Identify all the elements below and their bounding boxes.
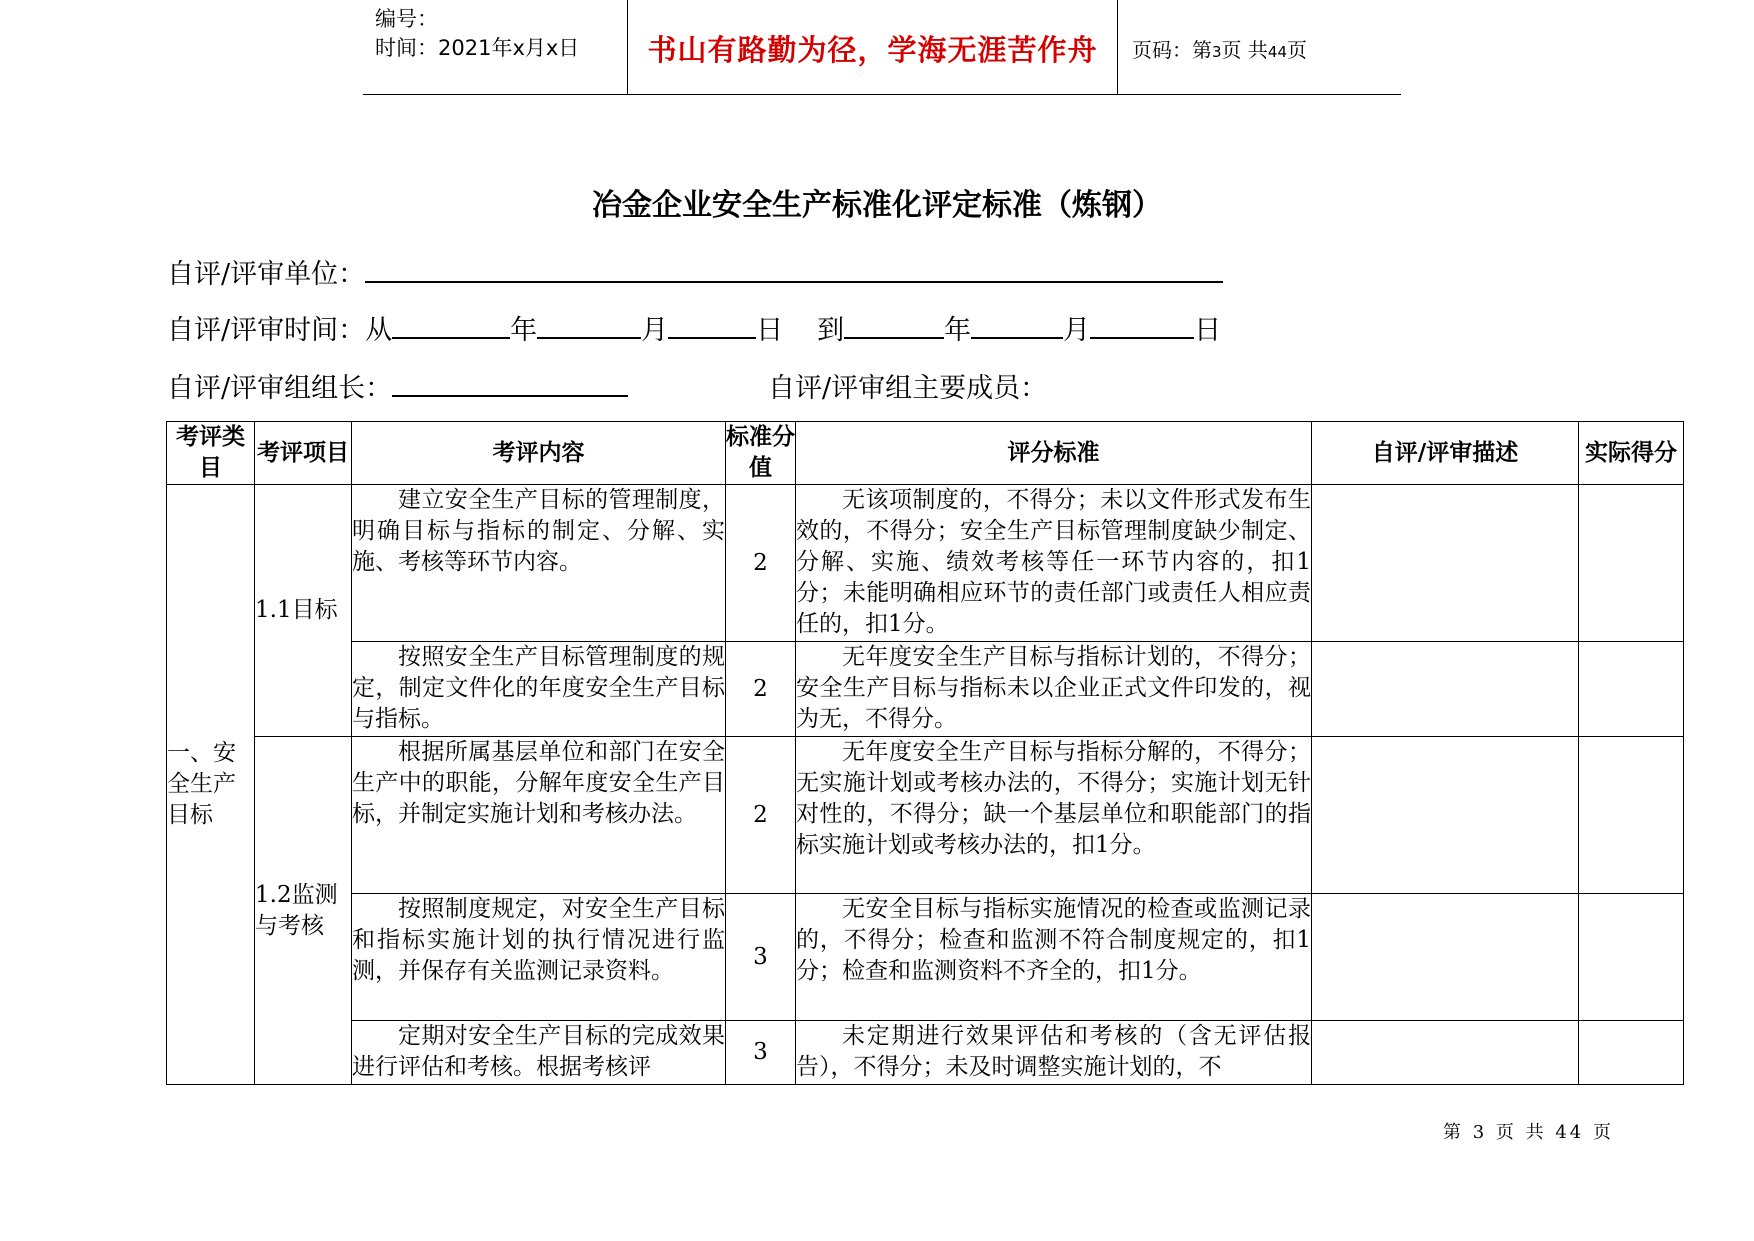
category-cell: 一、安全生产目标 (167, 485, 255, 1085)
to-month-blank[interactable] (971, 311, 1063, 339)
page-header (363, 0, 1401, 95)
item-cell-monitoring: 1.2监测与考核 (255, 737, 352, 1085)
description-cell[interactable] (1312, 1021, 1579, 1085)
header-motto-cell (628, 0, 1118, 94)
leader-row (167, 366, 628, 405)
from-month-blank[interactable] (537, 311, 641, 339)
header-description: 自评/评审描述 (1312, 422, 1579, 485)
header-item: 考评项目 (255, 422, 352, 485)
unit-row (167, 252, 1223, 291)
table-row (167, 1021, 1684, 1085)
score-cell: 3 (726, 1021, 796, 1085)
actual-score-cell[interactable] (1579, 485, 1684, 642)
from-day-label: 日 (756, 315, 784, 346)
page-current: 3 (1212, 43, 1222, 61)
table-row (167, 642, 1684, 737)
criteria-cell: 未定期进行效果评估和考核的（含无评估报告），不得分；未及时调整实施计划的，不 (796, 1021, 1312, 1085)
header-actual: 实际得分 (1579, 422, 1684, 485)
content-cell: 定期对安全生产目标的完成效果进行评估和考核。根据考核评 (352, 1021, 726, 1085)
evaluation-table (166, 421, 1684, 1085)
from-year-blank[interactable] (392, 311, 510, 339)
document-title: 冶金企业安全生产标准化评定标准（炼钢） (592, 188, 1162, 223)
table-header-row (167, 422, 1684, 485)
to-day-label: 日 (1194, 315, 1222, 346)
unit-label: 自评/评审单位： (167, 259, 366, 290)
from-month-label: 月 (641, 315, 669, 346)
content-cell: 按照制度规定，对安全生产目标和指标实施计划的执行情况进行监测，并保存有关监测记录资料。 (352, 894, 726, 1021)
to-year-blank[interactable] (844, 311, 944, 339)
members-row (768, 366, 1079, 405)
actual-score-cell[interactable] (1579, 894, 1684, 1021)
header-category: 考评类目 (167, 422, 255, 485)
to-day-blank[interactable] (1090, 311, 1194, 339)
header-score: 标准分值 (726, 422, 796, 485)
time-label: 自评/评审时间：从 (167, 315, 393, 346)
to-label: 到 (817, 315, 845, 346)
header-criteria: 评分标准 (796, 422, 1312, 485)
table-row (167, 485, 1684, 642)
score-cell: 3 (726, 894, 796, 1021)
content-cell: 按照安全生产目标管理制度的规定，制定文件化的年度安全生产目标与指标。 (352, 642, 726, 737)
criteria-cell: 无年度安全生产目标与指标分解的，不得分；无实施计划或考核办法的，不得分；实施计划无针对性的，不得分；缺一个基层单位和职能部门的指标实施计划或考核办法的，扣1分。 (796, 737, 1312, 894)
score-cell: 2 (726, 485, 796, 642)
leader-blank[interactable] (392, 369, 628, 397)
from-year-label: 年 (510, 315, 538, 346)
description-cell[interactable] (1312, 737, 1579, 894)
header-page-cell (1118, 0, 1401, 94)
content-cell: 根据所属基层单位和部门在安全生产中的职能，分解年度安全生产目标，并制定实施计划和考核办法。 (352, 737, 726, 894)
score-cell: 2 (726, 642, 796, 737)
description-cell[interactable] (1312, 485, 1579, 642)
actual-score-cell[interactable] (1579, 737, 1684, 894)
page-suffix: 页 (1287, 38, 1307, 62)
table-row (167, 894, 1684, 1021)
page-prefix: 页码：第 (1132, 38, 1212, 62)
description-cell[interactable] (1312, 894, 1579, 1021)
description-cell[interactable] (1312, 642, 1579, 737)
from-day-blank[interactable] (668, 311, 756, 339)
time-row (167, 308, 1221, 347)
date-label: 时间：2021年x月x日 (375, 36, 580, 60)
header-content: 考评内容 (352, 422, 726, 485)
criteria-cell: 无安全目标与指标实施情况的检查或监测记录的，不得分；检查和监测不符合制度规定的，扣1分；检查和监测资料不齐全的，扣1分。 (796, 894, 1312, 1021)
score-cell: 2 (726, 737, 796, 894)
table-row (167, 737, 1684, 894)
leader-label: 自评/评审组组长： (167, 373, 393, 404)
actual-score-cell[interactable] (1579, 642, 1684, 737)
page-mid: 页 共 (1221, 38, 1268, 62)
to-year-label: 年 (944, 315, 972, 346)
serial-label: 编号： (375, 7, 438, 31)
page-indicator (1132, 34, 1307, 63)
header-meta-cell (363, 0, 628, 94)
content-cell: 建立安全生产目标的管理制度，明确目标与指标的制定、分解、实施、考核等环节内容。 (352, 485, 726, 642)
criteria-cell: 无该项制度的，不得分；未以文件形式发布生效的，不得分；安全生产目标管理制度缺少制定、分解、实施、绩效考核等任一环节内容的，扣1分；未能明确相应环节的责任部门或责任人相应责任的，扣1分。 (796, 485, 1312, 642)
to-month-label: 月 (1063, 315, 1091, 346)
actual-score-cell[interactable] (1579, 1021, 1684, 1085)
page-total: 44 (1267, 43, 1287, 61)
members-label: 自评/评审组主要成员： (768, 373, 1048, 404)
page-footer: 第 3 页 共 44 页 (1443, 1122, 1614, 1143)
motto-text: 书山有路勤为径，学海无涯苦作舟 (647, 33, 1098, 67)
unit-blank[interactable] (365, 255, 1223, 283)
item-cell-goal: 1.1目标 (255, 485, 352, 737)
criteria-cell: 无年度安全生产目标与指标计划的，不得分；安全生产目标与指标未以企业正式文件印发的，视为无，不得分。 (796, 642, 1312, 737)
